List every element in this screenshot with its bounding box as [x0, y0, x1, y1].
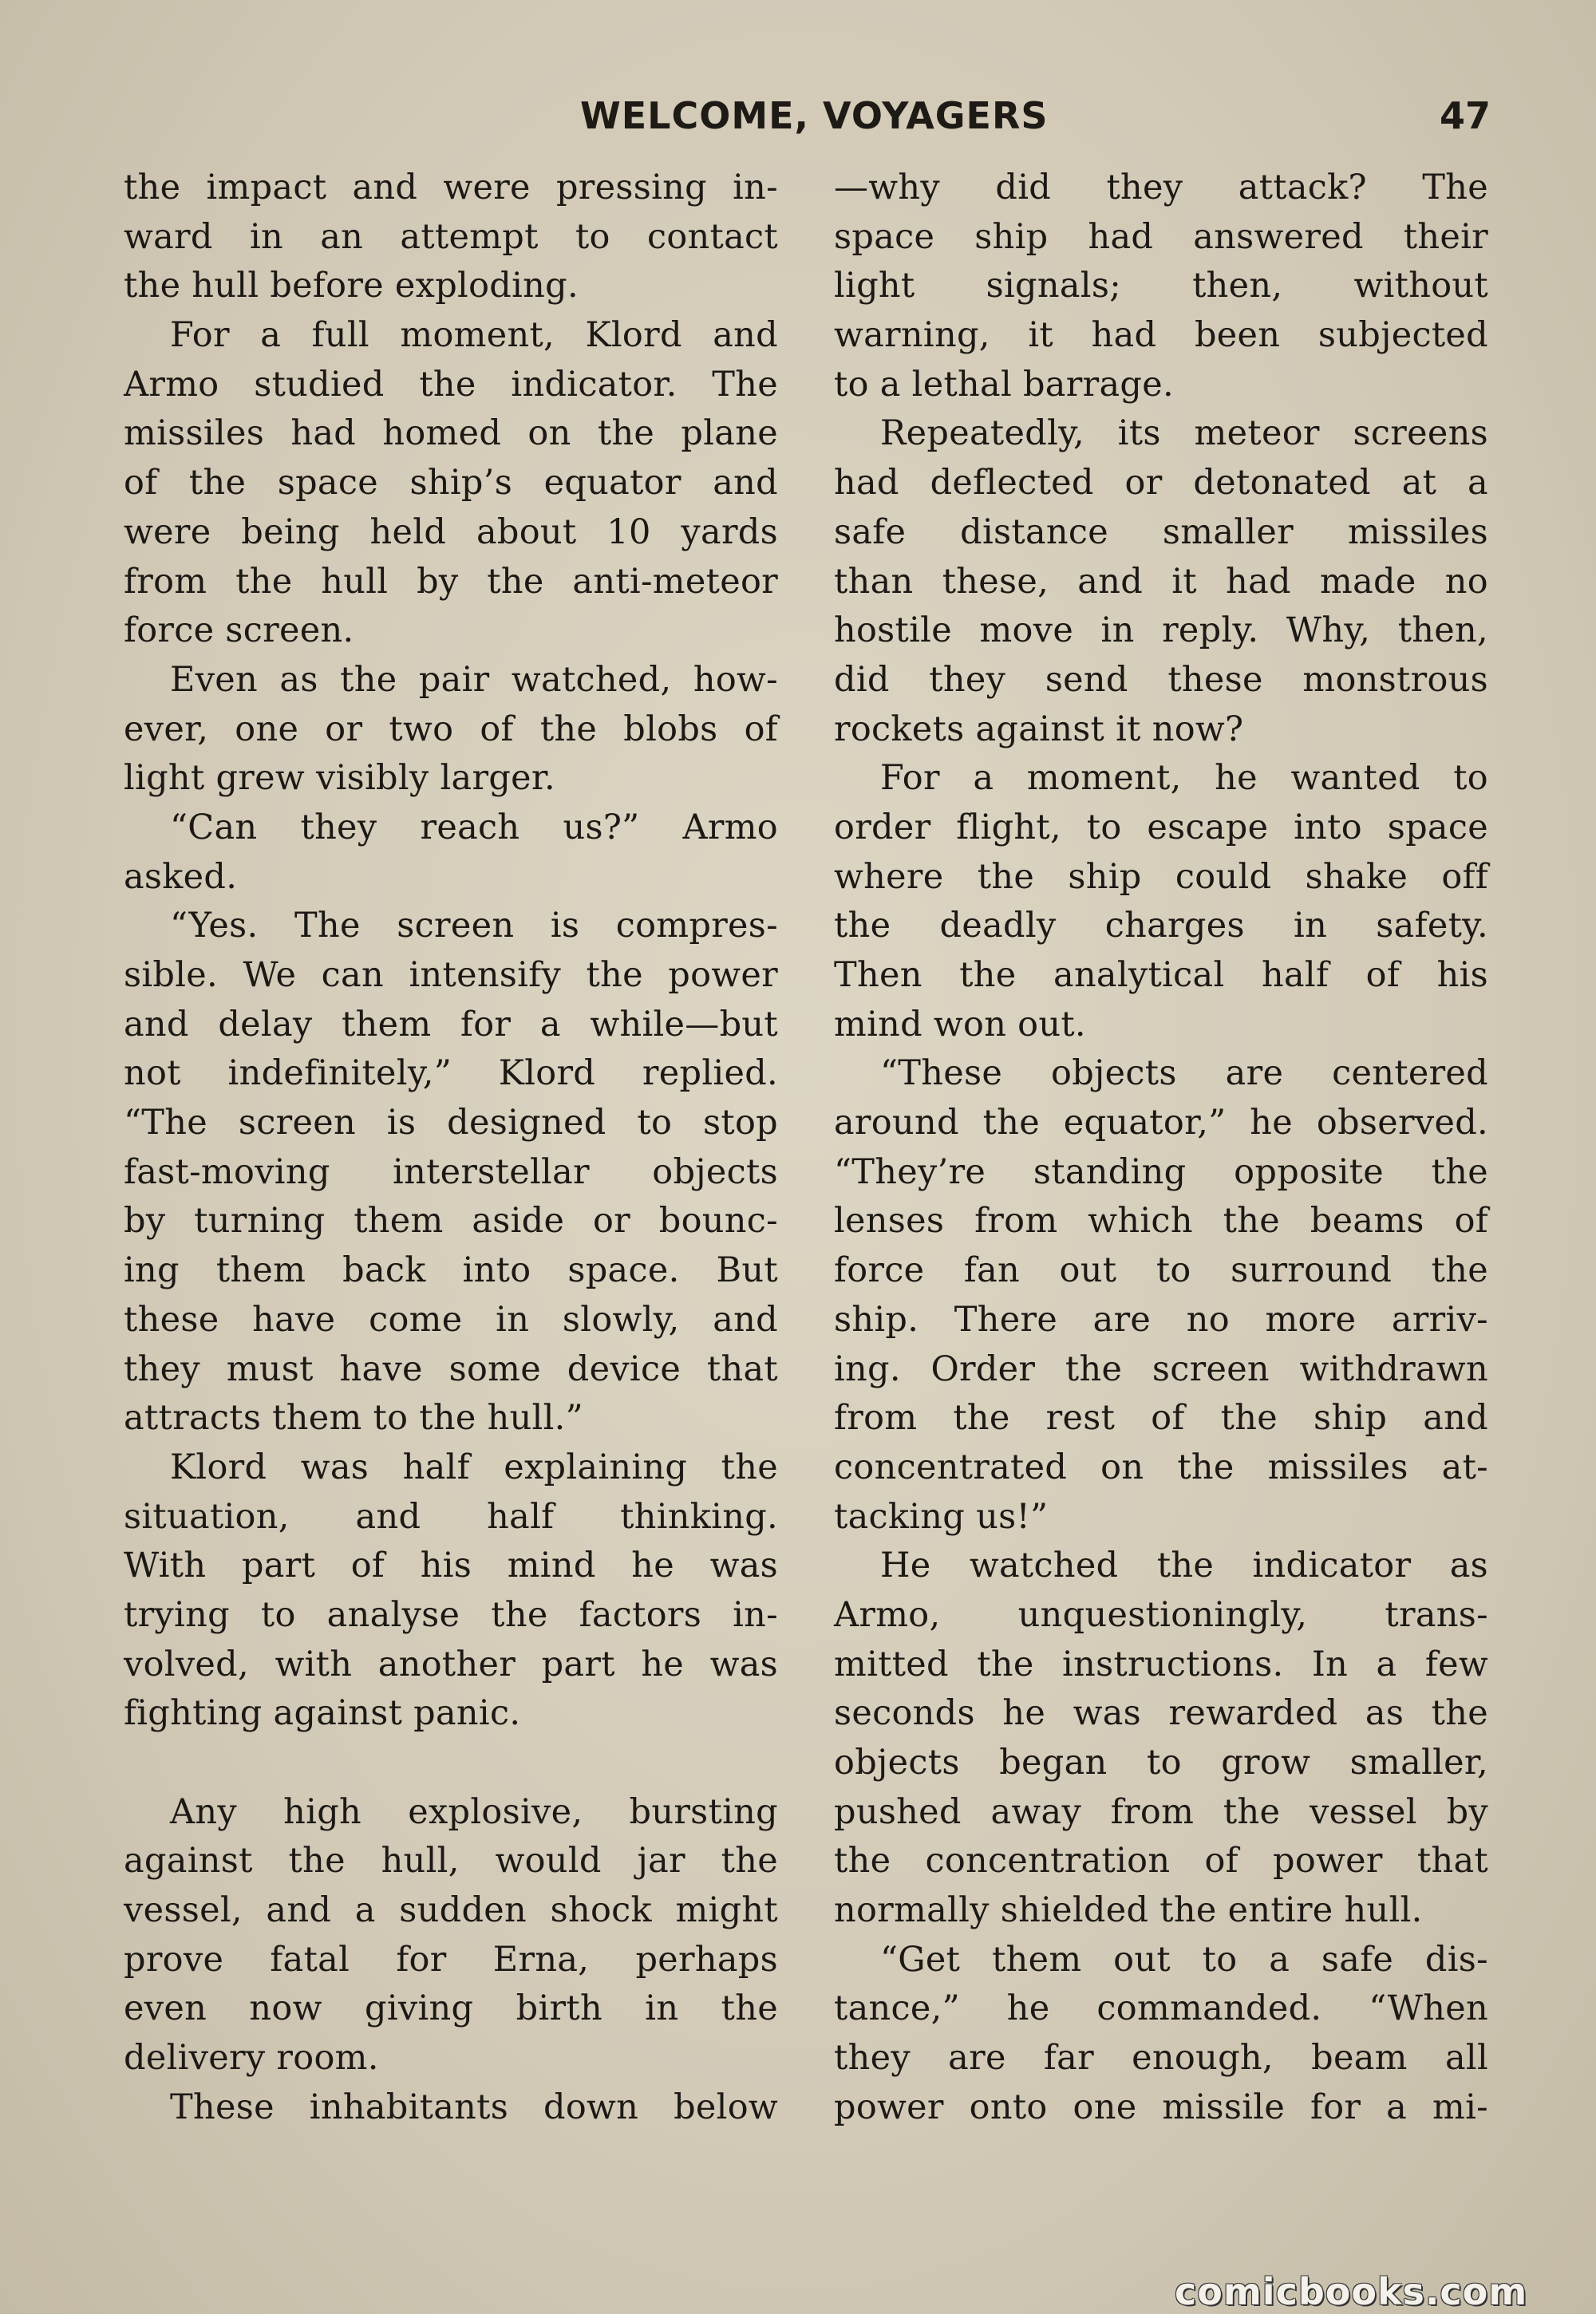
text-line: sible. We can intensify the power [124, 955, 778, 995]
text-line: to a lethal barrage. [834, 364, 1174, 405]
text-line: For a moment, he wanted to [880, 758, 1488, 799]
text-line: rockets against it now? [834, 709, 1244, 749]
text-line: “Can they reach us?” Armo [170, 807, 778, 847]
text-line: delivery room. [124, 2038, 379, 2079]
text-line: power onto one missile for a mi- [834, 2087, 1488, 2127]
text-line: space ship had answered their [834, 216, 1488, 257]
text-line: objects began to grow smaller, [834, 1743, 1488, 1783]
text-line: safe distance smaller missiles [834, 511, 1488, 552]
text-line: had deflected or detonated at a [834, 463, 1488, 503]
text-line: ing them back into space. But [124, 1250, 778, 1291]
text-line: ward in an attempt to contact [124, 216, 778, 257]
text-line: asked. [124, 856, 238, 897]
text-line: fast-moving interstellar objects [124, 1151, 778, 1192]
text-line: “Get them out to a safe dis- [880, 1939, 1488, 1980]
text-line: Then the analytical half of his [834, 955, 1488, 995]
text-line: trying to analyse the factors in- [124, 1594, 778, 1635]
text-line: against the hull, would jar the [124, 1841, 778, 1882]
text-line: lenses from which the beams of [834, 1201, 1488, 1242]
text-line: pushed away from the vessel by [834, 1791, 1488, 1832]
text-line: mitted the instructions. In a few [834, 1644, 1488, 1684]
text-line: by turning them aside or bounc- [124, 1201, 778, 1242]
text-line: He watched the indicator as [880, 1546, 1488, 1586]
running-head: WELCOME, VOYAGERS [580, 94, 1049, 137]
text-line: the deadly charges in safety. [834, 906, 1488, 946]
text-line: from the rest of the ship and [834, 1398, 1488, 1439]
text-line: fighting against panic. [124, 1693, 521, 1734]
text-line: vessel, and a sudden shock might [124, 1890, 778, 1931]
text-line: seconds he was rewarded as the [834, 1693, 1488, 1734]
text-line: missiles had homed on the plane [124, 413, 778, 454]
text-line: where the ship could shake off [834, 856, 1488, 897]
text-line: volved, with another part he was [124, 1644, 778, 1684]
text-line: light grew visibly larger. [124, 758, 555, 799]
text-line: force fan out to surround the [834, 1250, 1488, 1291]
text-line: from the hull by the anti-meteor [124, 561, 778, 602]
right-text-column [834, 164, 1488, 2133]
text-line: mind won out. [834, 1004, 1086, 1044]
text-line: ever, one or two of the blobs of [124, 709, 778, 749]
text-line: For a full moment, Klord and [170, 315, 778, 356]
text-line: —why did they attack? The [834, 168, 1488, 207]
text-line: around the equator,” he observed. [834, 1103, 1488, 1143]
text-line: warning, it had been subjected [834, 315, 1488, 356]
text-line: of the space ship’s equator and [124, 463, 778, 503]
text-line: Any high explosive, bursting [170, 1791, 778, 1832]
text-line: light signals; then, without [834, 266, 1488, 306]
text-line: not indefinitely,” Klord replied. [124, 1053, 778, 1094]
text-line: ing. Order the screen withdrawn [834, 1349, 1488, 1389]
text-line: “These objects are centered [880, 1053, 1488, 1094]
text-line: Even as the pair watched, how- [170, 659, 778, 700]
text-line: “They’re standing opposite the [834, 1151, 1488, 1192]
text-line: normally shielded the entire hull. [834, 1890, 1423, 1931]
text-line: these have come in slowly, and [124, 1299, 778, 1340]
left-text-column [124, 164, 778, 2133]
text-line: ship. There are no more arriv- [834, 1299, 1488, 1340]
text-line: Repeatedly, its meteor screens [880, 413, 1488, 454]
text-line: than these, and it had made no [834, 561, 1488, 602]
text-line: the hull before exploding. [124, 266, 579, 306]
text-line: order flight, to escape into space [834, 807, 1488, 847]
text-line: did they send these monstrous [834, 659, 1488, 700]
text-line: With part of his mind he was [124, 1546, 778, 1586]
text-line: tacking us!” [834, 1496, 1049, 1537]
text-line: concentrated on the missiles at- [834, 1447, 1488, 1487]
text-line: were being held about 10 yards [124, 511, 778, 552]
text-line: and delay them for a while—but [124, 1004, 778, 1044]
paragraph-gap [124, 1739, 778, 1788]
text-line: situation, and half thinking. [124, 1496, 778, 1537]
text-line: prove fatal for Erna, perhaps [124, 1939, 778, 1980]
text-line: they are far enough, beam all [834, 2038, 1488, 2079]
text-line: the impact and were pressing in- [124, 168, 778, 207]
text-line: the concentration of power that [834, 1841, 1488, 1882]
text-line: Armo studied the indicator. The [124, 364, 778, 405]
text-line: attracts them to the hull.” [124, 1398, 583, 1439]
text-line: tance,” he commanded. “When [834, 1988, 1488, 2029]
site-watermark: comicbooks.com [1175, 2270, 1528, 2313]
text-line: they must have some device that [124, 1349, 778, 1389]
text-line: Armo, unquestioningly, trans- [834, 1594, 1488, 1635]
text-line: These inhabitants down below [170, 2087, 778, 2127]
page-number: 47 [1440, 94, 1491, 137]
text-line: Klord was half explaining the [170, 1447, 778, 1487]
text-line: force screen. [124, 610, 354, 651]
text-line: hostile move in reply. Why, then, [834, 610, 1488, 651]
text-line: “The screen is designed to stop [124, 1103, 778, 1143]
text-line: even now giving birth in the [124, 1988, 778, 2029]
text-line: “Yes. The screen is compres- [170, 906, 778, 946]
